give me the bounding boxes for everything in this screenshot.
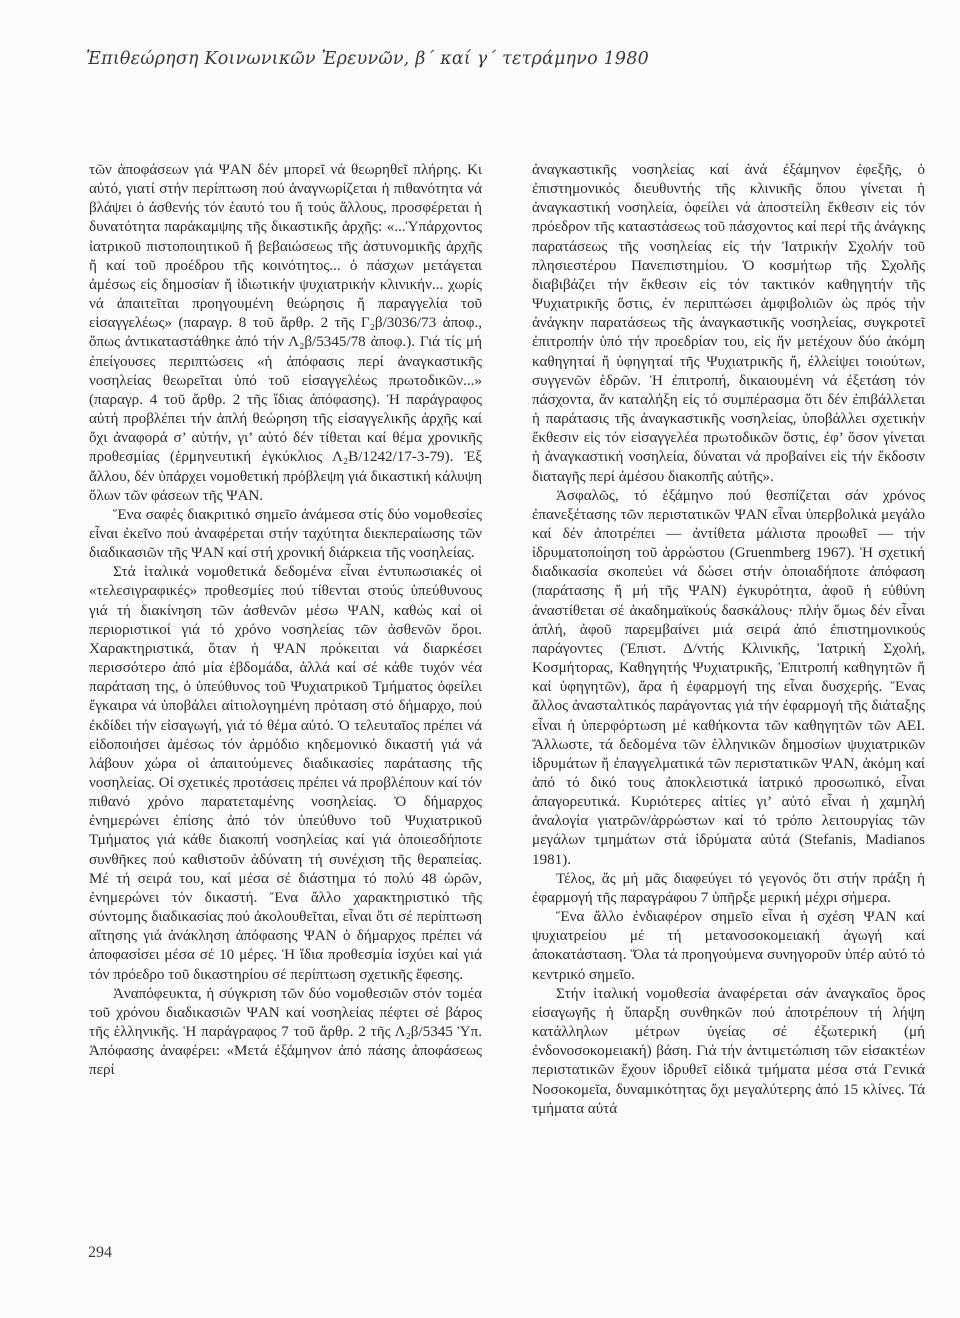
left-paragraph-3: Στά ἰταλικά νομοθετικά δεδομένα εἶναι ἐντυπωσιακές οἱ «τελεσιγραφικές» προθεσμίες πού τίθενται στούς ὑπεύθυνους γιά τή διακίνηση τῶν ἀσθενῶν μέσω ΨΑΝ, καθώς καί οἱ περιοριστικοί γιά τό χρόνο νοσηλείας τῶν ἀσθενῶν ὅροι. Χαρακτηριστικά, ὅταν ἡ ΨΑΝ πρόκειται νά διαρκέσει περισσότερο ἀπό μία ἑβδομάδα, ἀλλά καί σέ κάθε τυχόν νέα παράταση της, ὁ ὑπεύθυνος τοῦ Ψυχιατρικοῦ Τμήματος ὀφείλει ἔγκαιρα νά ὑποβάλει αἰτιολογημένη πρόταση στό δήμαρχο, πού ἐκδίδει τήν εἰσαγωγή, γιά τό θέμα αὐτό. Ὁ τελευταῖος πρέπει νά εἰδοποιήσει ἀμέσως τόν ἀρμόδιο κηδεμονικό δικαστή γιά νά λάβουν χώρα οἱ ἀπαιτούμενες διαδικασίες παράτασης τῆς νοσηλείας. Οἱ σχετικές προτάσεις πρέπει νά προβλέπουν καί τόν πιθανό χρόνο παρατεταμένης νοσηλείας. Ὁ δήμαρχος ἐνημερώνει ἐπίσης ἀπό τόν ὑπεύθυνο τοῦ Ψυχιατρικοῦ Τμήματος γιά κάθε διακοπή νοσηλείας καί γιά ὁποιεσδήποτε συνθῆκες πού καθιστοῦν ἀδύνατη τή συνέχιση τῆς θεραπείας. Μέ τή σειρά του, καί μέσα σέ διάστημα τό πολύ 48 ὡρῶν, ἐνημερώνει τόν δικαστή. Ἕνα ἄλλο χαρακτηριστικό τῆς σύντομης διαδικασίας πού ἀκολουθεῖται, εἶναι ὅτι σέ περίπτωση αἴτησης γιά ἀνάκληση ἀπόφασης ΨΑΝ ὁ δήμαρχος πρέπει νά ἀποφασίσει μέσα σέ 10 μέρες. Ἡ ἴδια προθεσμία ἰσχύει καί γιά τόν πρόεδρο τοῦ δικαστηρίου σέ περίπτωση σχετικῆς ἔφεσης. (89, 564, 482, 983)
left-paragraph-2: Ἕνα σαφές διακριτικό σημεῖο ἀνάμεσα στίς δύο νομοθεσίες εἶναι ἐκεῖνο πού ἀναφέρεται στήν ταχύτητα διεκπεραίωσης τῶν διαδικασιῶν τῆς ΨΑΝ καί στή χρονική διάρκεια τῆς νοσηλείας. (89, 506, 482, 562)
right-paragraph-1: ἀναγκαστικῆς νοσηλείας καί ἀνά ἐξάμηνον ἐφεξῆς, ὁ ἐπιστημονικός διευθυντής τῆς κλινικῆς ὅπου γίνεται ἡ ἀναγκαστική νοσηλεία, ὀφείλει νά ἀποστείλη ἔκθεσιν εἰς τόν πρόεδρον τῆς καταστάσεως τοῦ πάσχοντος καί περί τῆς ἀνάγκης παρατάσεως τῆς νοσηλείας εἰς τήν Ἰατρικήν Σχολήν τοῦ πλησιεστέρου Πανεπιστημίου. Ὁ κοσμήτωρ τῆς Σχολῆς διαβιβάζει τήν ἔκθεσιν εἰς τόν τακτικόν καθηγητήν τῆς Ψυχιατρικῆς ὅστις, ἐν περιπτώσει ἀμφιβολιῶν ὡς πρός τήν ἀνάγκην παρατάσεως τῆς ἀναγκαστικῆς νοσηλείας, συγκροτεῖ ἐπιτροπήν ὑπό τήν προεδρίαν του, εἰς ἥν μετέχουν δύο ἀκόμη καθηγηταί ἤ ὑφηγηταί τῆς Ψυχιατρικῆς ἤ, ἐλλείψει τοιούτων, συγγενῶν ἑδρῶν. Ἡ ἐπιτροπή, δικαιουμένη νά ἐξετάση τόν πάσχοντα, ἄν καταλήξη εἰς τό συμπέρασμα ὅτι δέν ἐπιβάλλεται ἡ παράτασις τῆς ἀναγκαστικῆς νοσηλείας, ὑποβάλλει σχετικήν ἔκθεσιν εἰς τόν εἰσαγγελέα πρωτοδικῶν ὅστις, ἐφ’ ὅσον γίνεται ἡ ἀναγκαστική νοσηλεία, δύναται νά προβαίνει εἰς τήν ἔκδοσιν διαταγῆς περί ἀμέσου διακοπῆς αὐτῆς». (532, 162, 925, 485)
right-column (532, 161, 925, 1119)
left-paragraph-1: τῶν ἀποφάσεων γιά ΨΑΝ δέν μπορεῖ νά θεωρηθεῖ πλήρης. Κι αὐτό, γιατί στήν περίπτωση πού ἀναγνωρίζεται ἡ πιθανότητα νά βλάψει ὁ ἀσθενής τόν ἑαυτό του ἤ τούς ἄλλους, προσφέρεται ἡ δυνατότητα παράκαμψης τῆς δικαστικῆς ἀρχῆς: «...Ὑπάρχοντος ἰατρικοῦ πιστοποιητικοῦ ἤ βεβαιώσεως τῆς ἀστυνομικῆς ἀρχῆς ἤ καί τοῦ προέδρου τῆς κοινότητος... ὁ πάσχων μετάγεται ἀμέσως εἰς δημοσίαν ἤ ἰδιωτικήν ψυχιατρικήν κλινικήν... χωρίς νά ἀπαιτεῖται προηγουμένη θεώρησις ἤ παραγγελία τοῦ εἰσαγγελέως» (παραγρ. 8 τοῦ ἄρθρ. 2 τῆς Γ₂β/3036/73 ἀποφ., ὅπως ἀντικαταστάθηκε ἀπό τήν Λ₂β/5345/78 ἀποφ.). Γιά τίς μή ἐπείγουσες περιπτώσεις «ἡ ἀπόφασις περί ἀναγκαστικῆς νοσηλείας θεωρεῖται ὑπό τοῦ εἰσαγγελέως πρωτοδικῶν...» (παραγρ. 4 τοῦ ἄρθρ. 2 τῆς ἴδιας ἀπόφασης). Ἡ παράγραφος αὐτή προβλέπει τήν ἁπλή θεώρηση τῆς εἰσαγγελικῆς ἀρχῆς καί ὄχι ἀναφορά σ’ αὐτήν, γι’ αὐτό δέν τίθεται καί θέμα χρονικῆς προθεσμίας (ἑρμηνευτική ἐγκύκλιος Λ₂Β/1242/17-3-79). Ἐξ ἄλλου, δέν ὑπάρχει νομοθετική πρόβλεψη γιά δικαστική κάλυψη ὅλων τῶν φάσεων τῆς ΨΑΝ. (89, 162, 482, 504)
right-paragraph-2: Ἀσφαλῶς, τό ἐξάμηνο πού θεσπίζεται σάν χρόνος ἐπανεξέτασης τῶν περιστατικῶν ΨΑΝ εἶναι ὑπερβολικά μεγάλο καί δέν ἀποτρέπει — ἀντίθετα μάλιστα προωθεῖ — τήν ἱδρυματοποίηση τοῦ ἀρρώστου (Gruenmberg 1967). Ἡ σχετική διαδικασία σκοπεύει νά δώσει στήν ὁποιαδήποτε ἀπόφαση (παράτασης ἤ μή τῆς ΨΑΝ) ἐγκυρότητα, ἀφοῦ ἡ εὐθύνη ἀναστίθεται σέ ἀκαδημαϊκούς δασκάλους· πλήν ὅμως δέν εἶναι ἁπλή, ἀφοῦ παρεμβαίνει μιά σειρά ἀπό ἐπιστημονικούς παράγοντες (Ἐπιστ. Δ/ντής Κλινικῆς, Ἰατρική Σχολή, Κοσμήτορας, Καθηγητής Ψυχιατρικῆς, Ἐπιτροπή καθηγητῶν ἤ καί ὑφηγητῶν), ἄρα ἡ ἐφαρμογή της εἶναι δυσχερής. Ἕνας ἄλλος ἀνασταλτικός παράγοντας γιά τήν ἐφαρμογή τῆς διάταξης εἶναι ἡ ὑπερφόρτωση μέ καθήκοντα τῶν καθηγητῶν τῶν ΑΕΙ. Ἄλλωστε, τά δεδομένα τῶν ἑλληνικῶν δημοσίων ψυχιατρικῶν ἱδρυμάτων ἤ ἐπαγγελματικά τῶν περιστατικῶν ΨΑΝ, ἀκόμη καί ἀπό τό δικό τους ἀποκλειστικά ἰατρικό προσωπικό, εἶναι ἀπαγορευτικά. Κυριότερες αἰτίες γι’ αὐτό εἶναι ἡ χαμηλή ἀναλογία γιατρῶν/ἀρρώστων καί τό τρόπο λειτουργίας τῶν μεγάλων τμημάτων στά ἱδρύματα αὐτά (Stefanis, Madianos 1981). (532, 487, 925, 868)
right-paragraph-4: Ἕνα ἄλλο ἐνδιαφέρον σημεῖο εἶναι ἡ σχέση ΨΑΝ καί ψυχιατρείου μέ τή μετανοσοκομειακή ἀγωγή καί ἀποκατάσταση. Ὅλα τά προηγούμενα συνηγοροῦν ὑπέρ αὐτό τό κεντρικό σημεῖο. (532, 909, 925, 983)
left-column (89, 161, 482, 1081)
left-paragraph-4: Ἀναπόφευκτα, ἡ σύγκριση τῶν δύο νομοθεσιῶν στόν τομέα τοῦ χρόνου διαδικασιῶν ΨΑΝ καί νοσηλείας πέφτει σέ βάρος τῆς ἑλληνικῆς. Ἡ παράγραφος 7 τοῦ ἄρθρ. 2 τῆς Λ₂β/5345 Ὑπ. Ἀπόφασης ἀναφέρει: «Μετά ἐξάμηνον ἀπό πάσης ἀποφάσεως περί (89, 985, 482, 1079)
right-paragraph-5: Στήν ἰταλική νομοθεσία ἀναφέρεται σάν ἀναγκαῖος ὅρος εἰσαγωγῆς ἡ ὕπαρξη συνθηκῶν πού ἀποτρέπουν τή λήψη κατάλληλων μέτρων ὑγείας σέ ἐξωτερική (μή ἐνδονοσοκομειακή) βάση. Γιά τήν ἀντιμετώπιση τῶν εἰσακτέων περιστατικῶν ἔχουν ἱδρυθεῖ εἰδικά τμήματα μέσα στά Γενικά Νοσοκομεῖα, δυναμικότητας ὄχι μεγαλύτερης ἀπό 15 κλίνες. Τά τμήματα αὐτά (532, 985, 925, 1117)
running-header: Ἐπιθεώρηση Κοινωνικῶν Ἐρευνῶν, β΄ καί γ΄ τετράμηνο 1980 (86, 49, 649, 69)
page-number: 294 (88, 1244, 112, 1261)
right-paragraph-3: Τέλος, ἄς μή μᾶς διαφεύγει τό γεγονός ὅτι στήν πράξη ἡ ἐφαρμογή τῆς παραγράφου 7 ὑπῆρξε μερική μέχρι σήμερα. (532, 870, 925, 906)
